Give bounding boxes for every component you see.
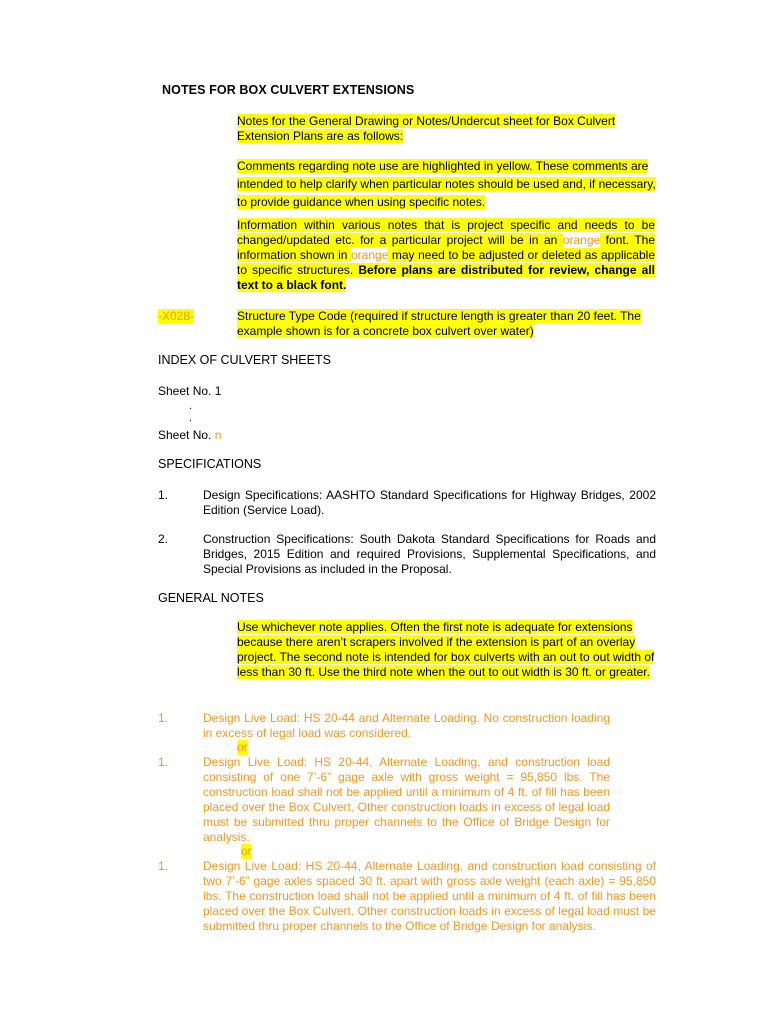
- structure-type-code: -X028-: [158, 309, 195, 323]
- intro-comment-2: [237, 157, 657, 211]
- general-notes-comment: [237, 620, 657, 680]
- spec-item-text: Construction Specifications: South Dakota Standard Specifications for Roads and Bridges, 2015 Edition and required Provisions, Supplemental Specifications, and Special Provisions as included in the Proposal.: [203, 532, 656, 576]
- intro-p3-bold: Before plans are distributed for review, change all text to a black font.: [237, 263, 655, 292]
- sheet-1: Sheet No. 1: [158, 384, 222, 398]
- spec-item-number: 1.: [158, 488, 169, 502]
- sheet-n-variable: n: [214, 428, 222, 442]
- structure-type-note-text: Structure Type Code (required if structure length is greater than 20 feet. The example shown is for a concrete box culvert over water): [237, 309, 641, 338]
- sheet-n-prefix: Sheet No.: [158, 428, 215, 442]
- specifications-heading: SPECIFICATIONS: [158, 457, 262, 471]
- intro-p3-c: may need to be adjusted or deleted as applicable to specific structures.: [237, 248, 655, 277]
- note-number: 1.: [158, 755, 169, 769]
- note-option-3: Design Live Load: HS 20-44, Alternate Loading, and construction load consisting of two 7’-6” gage axles spaced 30 ft. apart with gross axle weight (each axle) = 95,850 lbs. The construction load shall not be applied until a minimum of 4 ft. of fill has been placed over the Box Culvert. Other construction loads in excess of legal load must be submitted thru proper channels to the Office of Bridge Design for analysis.: [203, 859, 656, 933]
- note-number: 1.: [158, 711, 169, 725]
- spec-item-text: Design Specifications: AASHTO Standard Specifications for Highway Bridges, 2002 Edition (Service Load).: [203, 488, 656, 517]
- sheet-n: [158, 428, 221, 443]
- ellipsis-dot-1: .: [189, 400, 193, 412]
- general-notes-heading: GENERAL NOTES: [158, 591, 264, 605]
- intro-p3-a: Information within various notes that is project specific and needs to be changed/updated etc. for a particular project will be in an: [237, 218, 655, 247]
- intro-p1: Notes for the General Drawing or Notes/Undercut sheet for Box Culvert Extension Plans are as follows:: [237, 114, 616, 143]
- intro-comment-3: [237, 218, 655, 293]
- or-separator-1: or: [237, 740, 248, 754]
- intro-orange-word-2: orange: [350, 248, 389, 262]
- ellipsis-dot-2: .: [189, 412, 193, 424]
- structure-type-note: [237, 309, 657, 339]
- spec-item-number: 2.: [158, 532, 169, 546]
- note-option-1: Design Live Load: HS 20-44 and Alternate Loading. No construction loading in excess of legal load was considered.: [203, 711, 610, 740]
- intro-p2: Comments regarding note use are highlighted in yellow. These comments are intended to help clarify when particular notes should be used and, if necessary, to provide guidance when using specific notes.: [237, 159, 656, 209]
- intro-comment-1: [237, 114, 657, 144]
- intro-orange-word-1: orange: [562, 233, 601, 247]
- note-number: 1.: [158, 859, 169, 873]
- note-option-2: Design Live Load: HS 20-44, Alternate Loading, and construction load consisting of one 7’-6” gage axle with gross weight = 95,850 lbs. The construction load shall not be applied until a minimum of 4 ft. of fill has been placed over the Box Culvert. Other construction loads in excess of legal load must be submitted thru proper channels to the Office of Bridge Design for analysis.: [203, 755, 610, 844]
- index-heading: INDEX OF CULVERT SHEETS: [158, 353, 331, 367]
- general-notes-comment-text: Use whichever note applies. Often the first note is adequate for extensions because there aren’t scrapers involved if the extension is part of an overlay project. The second note is intended for box culverts with an out to out width of less than 30 ft. Use the third note when the out to out width is 30 ft. or greater.: [237, 620, 655, 679]
- or-separator-2: or: [241, 844, 252, 858]
- document-title: NOTES FOR BOX CULVERT EXTENSIONS: [162, 83, 415, 97]
- intro-p3-b: font. The information shown in: [237, 233, 655, 262]
